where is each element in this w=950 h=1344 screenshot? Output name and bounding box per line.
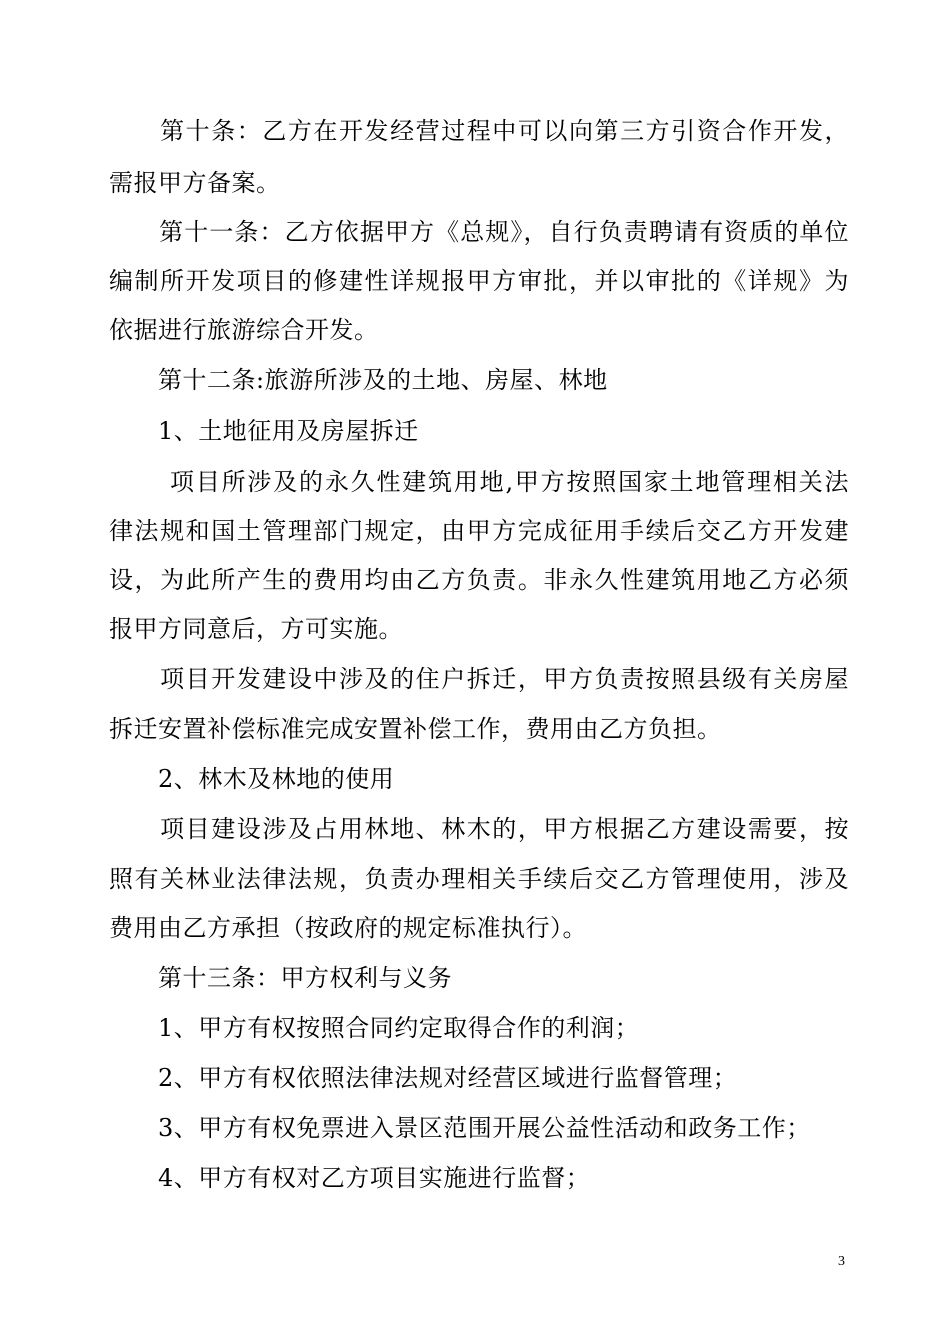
text-line: 费用由乙方承担（按政府的规定标准执行）。 — [109, 914, 587, 942]
subsection-heading: 2、林木及林地的使用 — [109, 765, 395, 793]
text-line: 第十一条：乙方依据甲方《总规》，自行负责聘请有资质的单位 — [109, 218, 849, 246]
text-line: 需报甲方备案。 — [109, 169, 281, 197]
text-line: 依据进行旅游综合开发。 — [109, 316, 379, 344]
text-line: 第十条：乙方在开发经营过程中可以向第三方引资合作开发， — [109, 117, 849, 145]
text-line: 项目开发建设中涉及的住户拆迁，甲方负责按照县级有关房屋 — [109, 665, 849, 693]
text-line: 编制所开发项目的修建性详规报甲方审批，并以审批的《详规》为 — [109, 267, 849, 295]
section-heading: 第十二条:旅游所涉及的土地、房屋、林地 — [109, 366, 608, 394]
text-line: 项目所涉及的永久性建筑用地,甲方按照国家土地管理相关法 — [109, 468, 849, 496]
list-item: 1、甲方有权按照合同约定取得合作的利润； — [109, 1014, 640, 1042]
text-line: 报甲方同意后，方可实施。 — [109, 615, 403, 643]
text-line: 项目建设涉及占用林地、林木的，甲方根据乙方建设需要，按 — [109, 815, 849, 843]
text-line: 照有关林业法律法规，负责办理相关手续后交乙方管理使用，涉及 — [109, 865, 849, 893]
text-line: 律法规和国土管理部门规定，由甲方完成征用手续后交乙方开发建 — [109, 517, 849, 545]
text-line: 设，为此所产生的费用均由乙方负责。非永久性建筑用地乙方必须 — [109, 566, 849, 594]
list-item: 4、甲方有权对乙方项目实施进行监督； — [109, 1164, 591, 1192]
subsection-heading: 1、土地征用及房屋拆迁 — [109, 417, 419, 445]
list-item: 3、甲方有权免票进入景区范围开展公益性活动和政务工作； — [109, 1114, 811, 1142]
section-heading: 第十三条：甲方权利与义务 — [109, 964, 452, 992]
text-line: 拆迁安置补偿标准完成安置补偿工作，费用由乙方负担。 — [109, 715, 722, 743]
page-number: 3 — [838, 1254, 845, 1269]
list-item: 2、甲方有权依照法律法规对经营区域进行监督管理； — [109, 1064, 738, 1092]
